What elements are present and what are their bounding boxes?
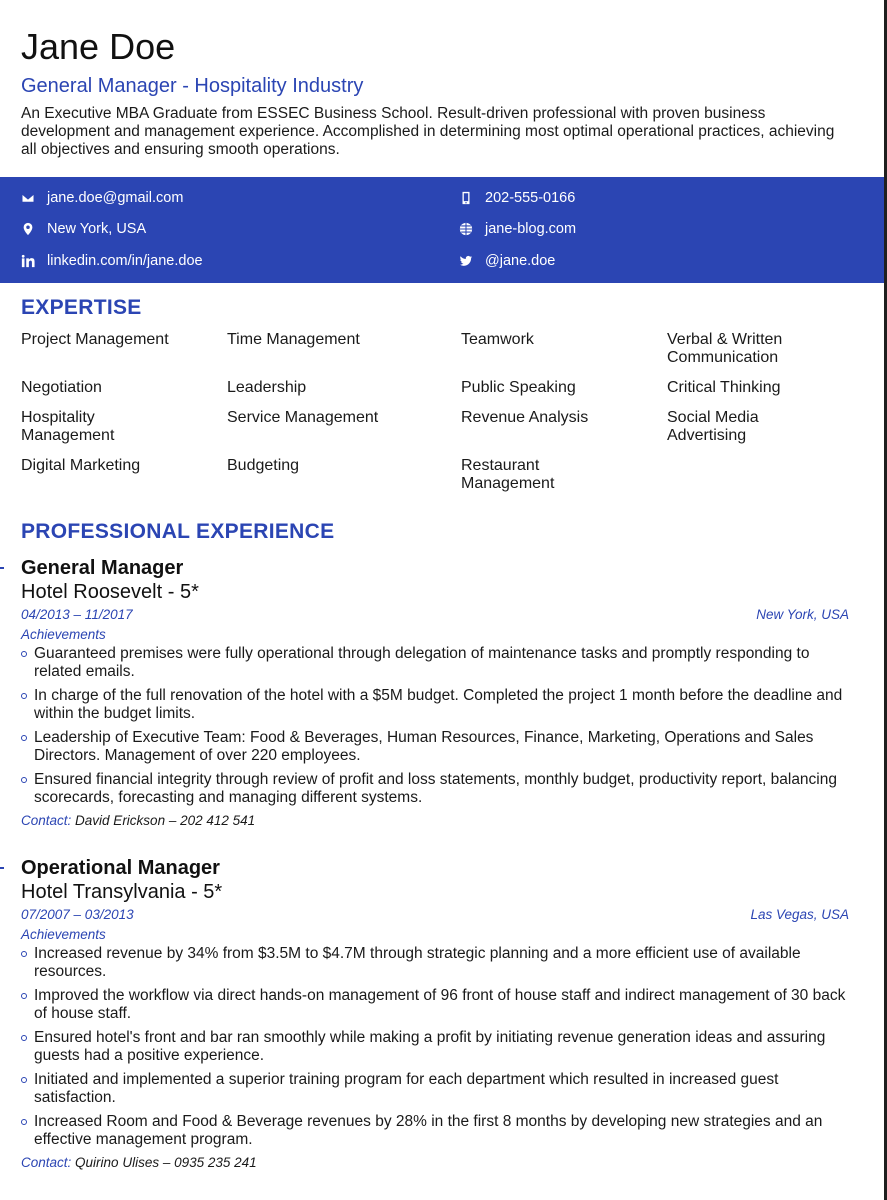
contact-blog[interactable] <box>459 220 576 238</box>
resume-header <box>0 0 887 159</box>
achievement-item: Initiated and implemented a superior training program for each department which resulted in increased guest satisfaction. <box>21 1071 849 1107</box>
achievement-item: In charge of the full renovation of the hotel with a $5M budget. Completed the project 1 month before the deadline and within the budget limits. <box>21 687 849 723</box>
contact-linkedin-text: linkedin.com/in/jane.doe <box>47 253 203 269</box>
job-dates: 07/2007 – 03/2013 <box>21 907 134 922</box>
envelope-icon <box>21 191 35 205</box>
achievement-item: Increased Room and Food & Beverage revenues by 28% in the first 8 months by developing new strategies and an effective management program. <box>21 1113 849 1149</box>
skill-item: Critical Thinking <box>667 379 781 396</box>
reference-label: Contact: <box>21 1155 72 1170</box>
skill-item: Negotiation <box>21 379 102 396</box>
bullet-circle-icon <box>21 993 27 999</box>
contact-phone[interactable] <box>459 189 575 207</box>
contact-location <box>21 220 146 238</box>
bullet-circle-icon <box>21 1077 27 1083</box>
achievement-item: Improved the workflow via direct hands-on management of 96 front of house staff and indirect management of 30 back of house staff. <box>21 987 849 1023</box>
job-dates: 04/2013 – 11/2017 <box>21 607 133 622</box>
bullet-circle-icon <box>21 777 27 783</box>
contact-twitter[interactable] <box>459 252 555 270</box>
skill-item: Leadership <box>227 379 307 396</box>
reference-contact <box>21 1155 849 1170</box>
job-company: Hotel Roosevelt - 5* <box>21 581 199 603</box>
experience-heading: PROFESSIONAL EXPERIENCE <box>21 520 335 543</box>
skill-item: Teamwork <box>461 331 534 348</box>
achievements-label: Achievements <box>21 627 106 642</box>
job-company: Hotel Transylvania - 5* <box>21 881 223 903</box>
bullet-circle-icon <box>21 735 27 741</box>
contact-email-text: jane.doe@gmail.com <box>47 190 184 206</box>
map-pin-icon <box>21 222 35 236</box>
achievements-label: Achievements <box>21 927 106 942</box>
skill-item: Budgeting <box>227 457 300 474</box>
bullet-circle-icon <box>21 1119 27 1125</box>
skill-item: Public Speaking <box>461 379 576 396</box>
job-meta <box>21 607 849 622</box>
achievement-item: Increased revenue by 34% from $3.5M to $4.7M through strategic planning and a more efficient use of available resources. <box>21 945 849 981</box>
contact-email[interactable] <box>21 189 183 207</box>
skill-item: Verbal & Written Communication <box>667 331 783 366</box>
job-location: Las Vegas, USA <box>750 907 849 922</box>
contact-phone-text: 202-555-0166 <box>485 190 576 206</box>
achievement-item: Leadership of Executive Team: Food & Beverages, Human Resources, Finance, Marketing, Operations and Sales Directors. Management of over 220 employees. <box>21 729 849 765</box>
skill-item: Service Management <box>227 409 379 426</box>
skill-item: Restaurant Management <box>461 457 555 492</box>
contact-location-text: New York, USA <box>47 221 147 237</box>
contact-blog-text: jane-blog.com <box>485 221 577 237</box>
contact-twitter-text: @jane.doe <box>485 253 556 269</box>
achievement-item: Ensured hotel's front and bar ran smoothly while making a profit by initiating revenue generation ideas and assuring guests had a positive experience. <box>21 1029 849 1065</box>
reference-value: David Erickson – 202 412 541 <box>75 813 256 828</box>
bullet-circle-icon <box>21 651 27 657</box>
job-entry <box>21 856 849 1170</box>
timeline-marker <box>0 867 4 869</box>
linkedin-icon <box>21 254 35 268</box>
candidate-role: General Manager - Hospitality Industry <box>21 75 364 97</box>
skill-item: Social Media Advertising <box>667 409 759 444</box>
skill-item: Project Management <box>21 331 169 348</box>
achievements-list <box>21 945 849 1149</box>
summary-text: An Executive MBA Graduate from ESSEC Business School. Result-driven professional with proven business development and management experience. Accomplished in determining most optimal operational practices, achieving all objectives and ensuring smooth operations. <box>21 105 835 158</box>
bullet-circle-icon <box>21 1035 27 1041</box>
timeline-marker <box>0 567 4 569</box>
contact-linkedin[interactable] <box>21 252 203 270</box>
contact-bar <box>0 177 884 283</box>
skill-item: Revenue Analysis <box>461 409 589 426</box>
phone-icon <box>459 191 473 205</box>
twitter-icon <box>459 254 473 268</box>
job-title: Operational Manager <box>21 857 220 879</box>
globe-icon <box>459 222 473 236</box>
candidate-name: Jane Doe <box>21 26 176 67</box>
reference-value: Quirino Ulises – 0935 235 241 <box>75 1155 257 1170</box>
bullet-circle-icon <box>21 951 27 957</box>
achievements-list <box>21 645 849 807</box>
skill-item: Time Management <box>227 331 360 348</box>
expertise-heading: EXPERTISE <box>21 296 142 319</box>
bullet-circle-icon <box>21 693 27 699</box>
job-meta <box>21 907 849 922</box>
job-location: New York, USA <box>756 607 849 622</box>
reference-label: Contact: <box>21 813 72 828</box>
job-entry <box>21 556 849 828</box>
achievement-item: Guaranteed premises were fully operational through delegation of maintenance tasks and promptly responding to related emails. <box>21 645 849 681</box>
achievement-item: Ensured financial integrity through review of profit and loss statements, monthly budget, productivity report, balancing scorecards, forecasting and managing different systems. <box>21 771 849 807</box>
reference-contact <box>21 813 849 828</box>
skill-item: Digital Marketing <box>21 457 141 474</box>
job-title: General Manager <box>21 557 184 579</box>
skill-item: Hospitality Management <box>21 409 115 444</box>
